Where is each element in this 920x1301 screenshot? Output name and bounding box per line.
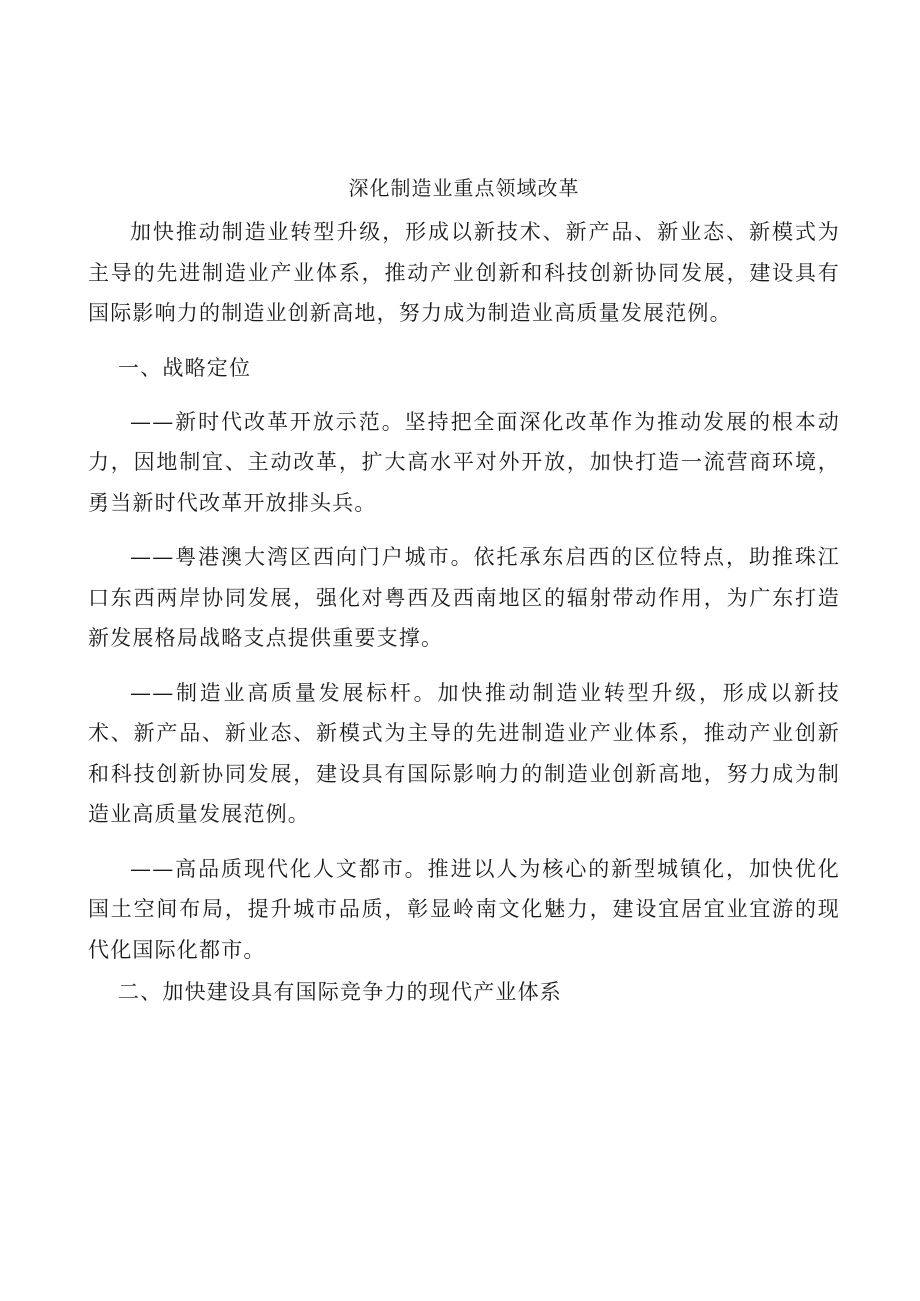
document-body xyxy=(88,168,840,1026)
intro-paragraph: 加快推动制造业转型升级，形成以新技术、新产品、新业态、新模式为主导的先进制造业产业体系，推动产业创新和科技创新协同发展，建设具有国际影响力的制造业创新高地，努力成为制造业高质量发展范例。 xyxy=(88,220,840,325)
positioning-item-western-gateway: ——粤港澳大湾区西向门户城市。依托承东启西的区位特点，助推珠江口东西两岸协同发展，强化对粤西及西南地区的辐射带动作用，为广东打造新发展格局战略支点提供重要支撑。 xyxy=(88,545,840,650)
section-heading-strategic-positioning: 一、战略定位 xyxy=(118,355,252,380)
positioning-item-manufacturing-benchmark: ——制造业高质量发展标杆。加快推动制造业转型升级，形成以新技术、新产品、新业态、新模式为主导的先进制造业产业体系，推动产业创新和科技创新协同发展，建设具有国际影响力的制造业创新高地，努力成为制造业高质量发展范例。 xyxy=(88,680,840,826)
section-heading-modern-industry: 二、加快建设具有国际竞争力的现代产业体系 xyxy=(118,980,562,1004)
document-title: 深化制造业重点领域改革 xyxy=(348,176,580,200)
positioning-item-humanistic-city: ——高品质现代化人文都市。推进以人为核心的新型城镇化，加快优化国土空间布局，提升城市品质，彰显岭南文化魅力，建设宜居宜业宜游的现代化国际化都市。 xyxy=(88,856,840,962)
positioning-item-reform-opening: ——新时代改革开放示范。坚持把全面深化改革作为推动发展的根本动力，因地制宜、主动改革，扩大高水平对外开放，加快打造一流营商环境，勇当新时代改革开放排头兵。 xyxy=(88,409,840,515)
